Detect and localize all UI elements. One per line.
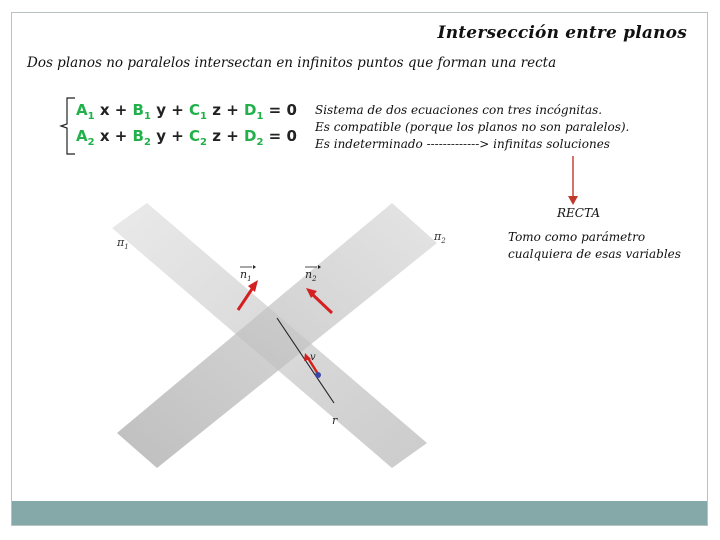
plane-2-label: $\pi_2$ — [434, 230, 446, 245]
intersection-point — [315, 372, 321, 378]
direction-label: v — [310, 352, 316, 363]
system-brace — [59, 96, 77, 156]
parameter-line-1: Tomo como parámetro — [508, 230, 646, 244]
parameter-note — [508, 229, 681, 263]
intro-text: Dos planos no paralelos intersectan en infinitos puntos que forman una recta — [27, 55, 557, 71]
system-line-3: Es indeterminado -------------> infinitas soluciones — [315, 137, 610, 151]
normal-2-label: $n_2$ — [305, 268, 317, 283]
arrow-down-icon — [567, 156, 579, 206]
system-line-2: Es compatible (porque los planos no son paralelos). — [315, 120, 630, 134]
recta-label: RECTA — [557, 206, 600, 220]
slide — [11, 12, 708, 526]
equation-2: $A_2$ $x + B_2$ $y + C_2$ $z + D_2 = 0$ — [76, 127, 297, 148]
system-description — [315, 102, 629, 153]
footer-bar — [12, 501, 707, 525]
page-title: Intersección entre planos — [437, 23, 687, 43]
line-label: r — [332, 414, 338, 427]
plane-1-label: $\pi_1$ — [117, 236, 129, 251]
equation-1: $A_1$ $x + B_1$ $y + C_1$ $z + D_1 = 0$ — [76, 101, 297, 122]
normal-1-label: $n_1$ — [240, 268, 252, 283]
planes-figure — [92, 198, 452, 473]
parameter-line-2: cualquiera de esas variables — [508, 247, 681, 261]
system-line-1: Sistema de dos ecuaciones con tres incógnitas. — [315, 103, 603, 117]
